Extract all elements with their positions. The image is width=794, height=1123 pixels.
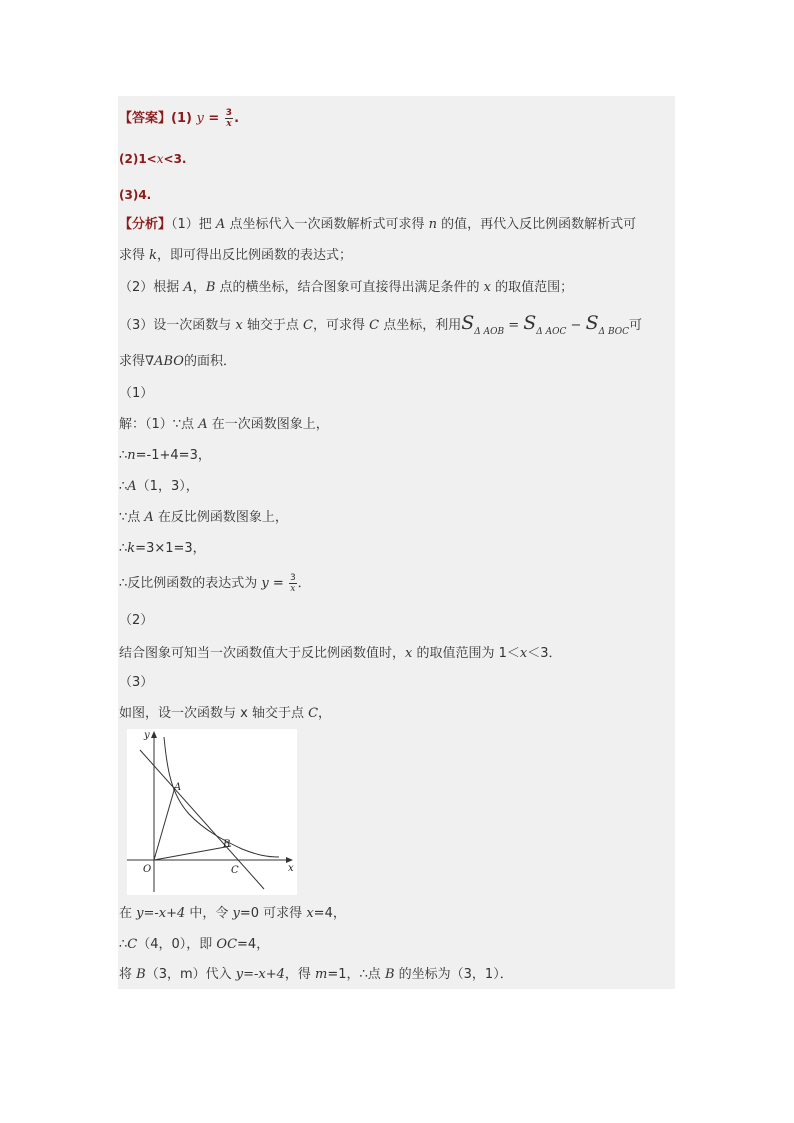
- analysis-line-5: 求得∇ABO的面积．: [119, 354, 236, 369]
- label-y: y: [144, 730, 150, 741]
- answer-line-2: (2)1<x<3.: [119, 152, 187, 166]
- label-x: x: [288, 863, 294, 874]
- solution-line-6: ∴反比例函数的表达式为 y = $\frac{3}{x}$ ．: [119, 573, 311, 594]
- analysis-line-2: 求得 k，即可得出反比例函数的表达式；: [119, 248, 353, 263]
- hyperbola-curve: [164, 737, 279, 857]
- solution-line-5: ∴k=3×1=3，: [119, 541, 206, 556]
- solution-heading-1: （1）: [119, 386, 154, 401]
- label-o: O: [143, 864, 152, 875]
- solution-line-9: 在 y=-x+4 中，令 y=0 可求得 x=4，: [119, 906, 346, 921]
- graph-figure: [127, 729, 297, 895]
- analysis-line-3: （2）根据 A，B 点的横坐标，结合图象可直接得出满足条件的 x 的取值范围；: [119, 280, 574, 295]
- solution-line-8: 如图，设一次函数与 x 轴交于点 C，: [119, 706, 332, 721]
- solution-line-10: ∴C（4，0），即 OC=4，: [119, 937, 270, 952]
- solution-line-1: 解：（1）∵点 A 在一次函数图象上，: [119, 417, 329, 432]
- solution-line-3: ∴A（1，3），: [119, 479, 199, 494]
- answer-line-1: 【答案】(1) y = $\frac{3}{x}$ .: [119, 108, 240, 129]
- solution-heading-2: （2）: [119, 613, 154, 628]
- segment-ob: [154, 846, 231, 860]
- solution-line-2: ∴n=-1+4=3，: [119, 448, 211, 463]
- fraction: $\frac{3}{x}$: [289, 573, 296, 594]
- analysis-line-1: 【分析】（1）把 A 点坐标代入一次函数解析式可求得 n 的值，再代入反比例函数解析式可: [119, 217, 637, 232]
- y-axis-arrow: [151, 731, 157, 738]
- answer-tag: 【答案】: [119, 111, 172, 126]
- label-a: A: [174, 782, 182, 793]
- solution-line-4: ∵点 A 在反比例函数图象上，: [119, 510, 288, 525]
- analysis-line-4: （3）设一次函数与 x 轴交于点 C，可求得 C 点坐标，利用$S_{\Delta AOB} = S_{\Delta AOC} - S_{\Delta BOC}$可: [119, 312, 643, 337]
- solution-heading-3: （3）: [119, 675, 154, 690]
- solution-line-11: 将 B（3，m）代入 y=-x+4，得 m=1，∴点 B 的坐标为（3，1）．: [119, 967, 513, 982]
- segment-oa: [154, 787, 175, 860]
- linear-function-line: [140, 750, 264, 889]
- solution-line-7: 结合图象可知当一次函数值大于反比例函数值时，x 的取值范围为 1＜x＜3．: [119, 646, 562, 661]
- label-b: B: [223, 839, 231, 850]
- fraction: $\frac{3}{x}$: [225, 108, 233, 129]
- graph-svg: [127, 729, 297, 895]
- label-c: C: [231, 865, 239, 876]
- answer-line-3: (3)4.: [119, 188, 152, 202]
